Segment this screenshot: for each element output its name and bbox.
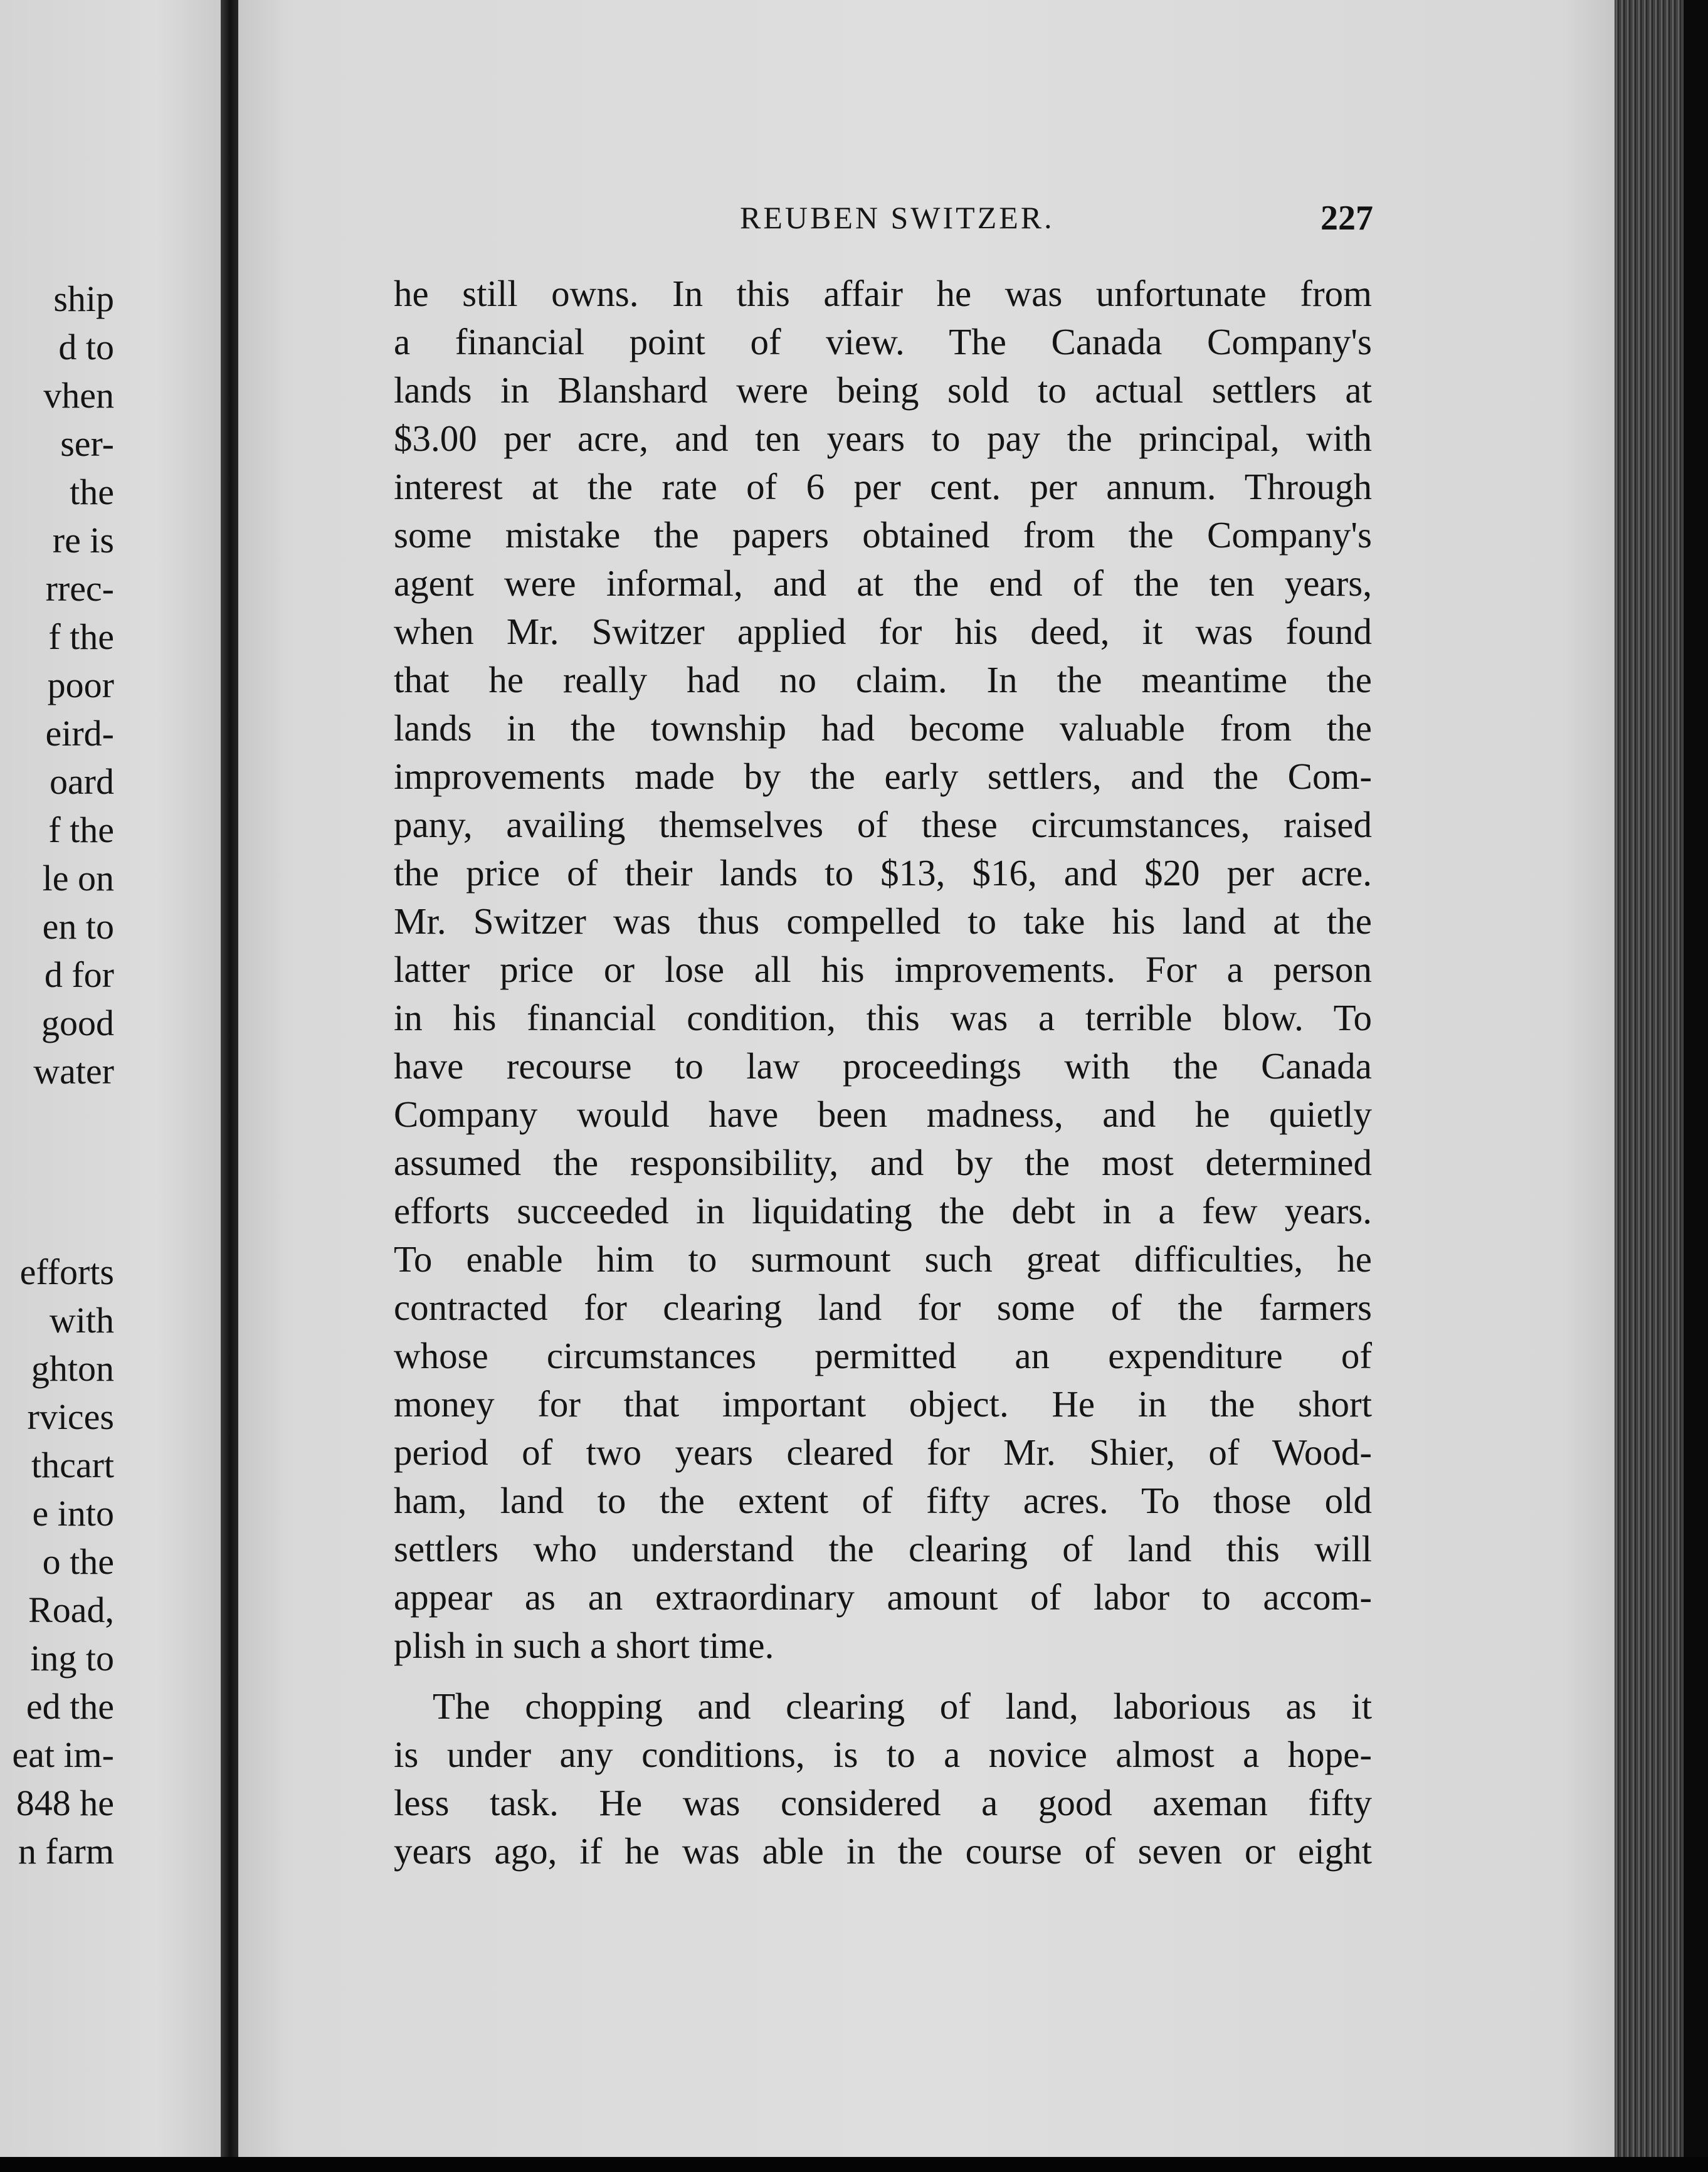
previous-page-line: good <box>41 1003 114 1043</box>
page-number: 227 <box>1321 199 1373 238</box>
previous-page-line: thcart <box>31 1445 114 1485</box>
previous-page-line: ing to <box>30 1638 114 1679</box>
running-title: REUBEN SWITZER. <box>740 200 1055 235</box>
previous-page-line: n farm <box>18 1831 114 1872</box>
text-line: years ago, if he was able in the course of seven or eight <box>394 1830 1372 1872</box>
previous-page-text-top <box>0 275 114 1095</box>
text-line: money for that important object. He in the short <box>394 1383 1372 1425</box>
previous-page-text-bottom <box>0 1248 114 1875</box>
text-line: $3.00 per acre, and ten years to pay the principal, with <box>394 418 1372 459</box>
previous-page-line: vhen <box>43 375 114 416</box>
previous-page-line: Road, <box>28 1589 114 1630</box>
text-line: some mistake the papers obtained from the Company's <box>394 514 1372 556</box>
previous-page-line: ghton <box>31 1348 114 1389</box>
text-line: the price of their lands to $13, $16, and $20 per acre. <box>394 852 1372 894</box>
previous-page-line: re is <box>52 520 114 561</box>
text-line: Company would have been madness, and he quietly <box>394 1094 1372 1135</box>
previous-page-line: f the <box>48 616 114 657</box>
previous-page-line: with <box>49 1300 114 1341</box>
text-line: ham, land to the extent of fifty acres. To those old <box>394 1480 1372 1521</box>
text-line: assumed the responsibility, and by the most determined <box>394 1142 1372 1183</box>
previous-page-line: d for <box>44 954 114 995</box>
text-line: appear as an extraordinary amount of labor to accom- <box>394 1576 1372 1618</box>
text-line: is under any conditions, is to a novice almost a hope- <box>394 1734 1372 1775</box>
previous-page-line: ser- <box>60 423 114 464</box>
previous-page-line: efforts <box>19 1252 114 1292</box>
text-line: interest at the rate of 6 per cent. per annum. Through <box>394 466 1372 507</box>
paragraph-gap <box>394 1670 1372 1682</box>
text-line: when Mr. Switzer applied for his deed, it was found <box>394 611 1372 652</box>
text-line: latter price or lose all his improvements. For a person <box>394 949 1372 990</box>
previous-page-line: ed the <box>26 1686 114 1727</box>
previous-page-line: poor <box>47 665 114 705</box>
paragraph <box>394 1682 1372 1875</box>
previous-page-line: e into <box>32 1493 114 1534</box>
previous-page <box>0 0 224 2157</box>
book-gutter <box>221 0 240 2157</box>
paragraph <box>394 270 1372 1670</box>
previous-page-line: o the <box>42 1541 114 1582</box>
previous-page-line: d to <box>58 327 114 367</box>
text-line: lands in Blanshard were being sold to actual settlers at <box>394 369 1372 411</box>
text-line: period of two years cleared for Mr. Shier, of Wood- <box>394 1431 1372 1473</box>
text-line: settlers who understand the clearing of land this will <box>394 1528 1372 1569</box>
previous-page-line: en to <box>42 906 114 947</box>
text-line: less task. He was considered a good axeman fifty <box>394 1782 1372 1823</box>
text-line: have recourse to law proceedings with the Canada <box>394 1045 1372 1087</box>
previous-page-line: oard <box>49 761 114 802</box>
text-line: improvements made by the early settlers, and the Com- <box>394 756 1372 797</box>
text-line: efforts succeeded in liquidating the debt in a few years. <box>394 1190 1372 1231</box>
text-line: that he really had no claim. In the meantime the <box>394 659 1372 700</box>
previous-page-line: the <box>70 472 114 512</box>
previous-page-line: eird- <box>45 713 114 754</box>
text-line: pany, availing themselves of these circumstances, raised <box>394 804 1372 845</box>
text-line: Mr. Switzer was thus compelled to take his land at the <box>394 900 1372 942</box>
previous-page-line: f the <box>48 809 114 850</box>
text-line: in his financial condition, this was a terrible blow. To <box>394 997 1372 1038</box>
previous-page-line: ship <box>53 278 114 319</box>
previous-page-line: 848 he <box>16 1783 114 1823</box>
previous-page-line: rvices <box>27 1396 114 1437</box>
previous-page-line: le on <box>42 858 114 899</box>
text-line: contracted for clearing land for some of the farmers <box>394 1287 1372 1328</box>
text-line: a financial point of view. The Canada Company's <box>394 321 1372 362</box>
previous-page-line: eat im- <box>12 1734 114 1775</box>
previous-page-line: rrec- <box>45 568 114 609</box>
text-line: agent were informal, and at the end of the ten years, <box>394 562 1372 604</box>
body-text <box>394 270 1372 1875</box>
page-edges <box>1615 0 1684 2157</box>
previous-page-line: water <box>33 1051 114 1092</box>
text-line: lands in the township had become valuable from the <box>394 707 1372 749</box>
text-line: whose circumstances permitted an expenditure of <box>394 1335 1372 1376</box>
text-line: To enable him to surmount such great difficulties, he <box>394 1238 1372 1280</box>
text-line: The chopping and clearing of land, laborious as it <box>433 1685 1372 1727</box>
scan-border <box>0 2157 1708 2172</box>
text-line: plish in such a short time. <box>394 1625 774 1666</box>
text-line: he still owns. In this affair he was unfortunate from <box>394 273 1372 314</box>
